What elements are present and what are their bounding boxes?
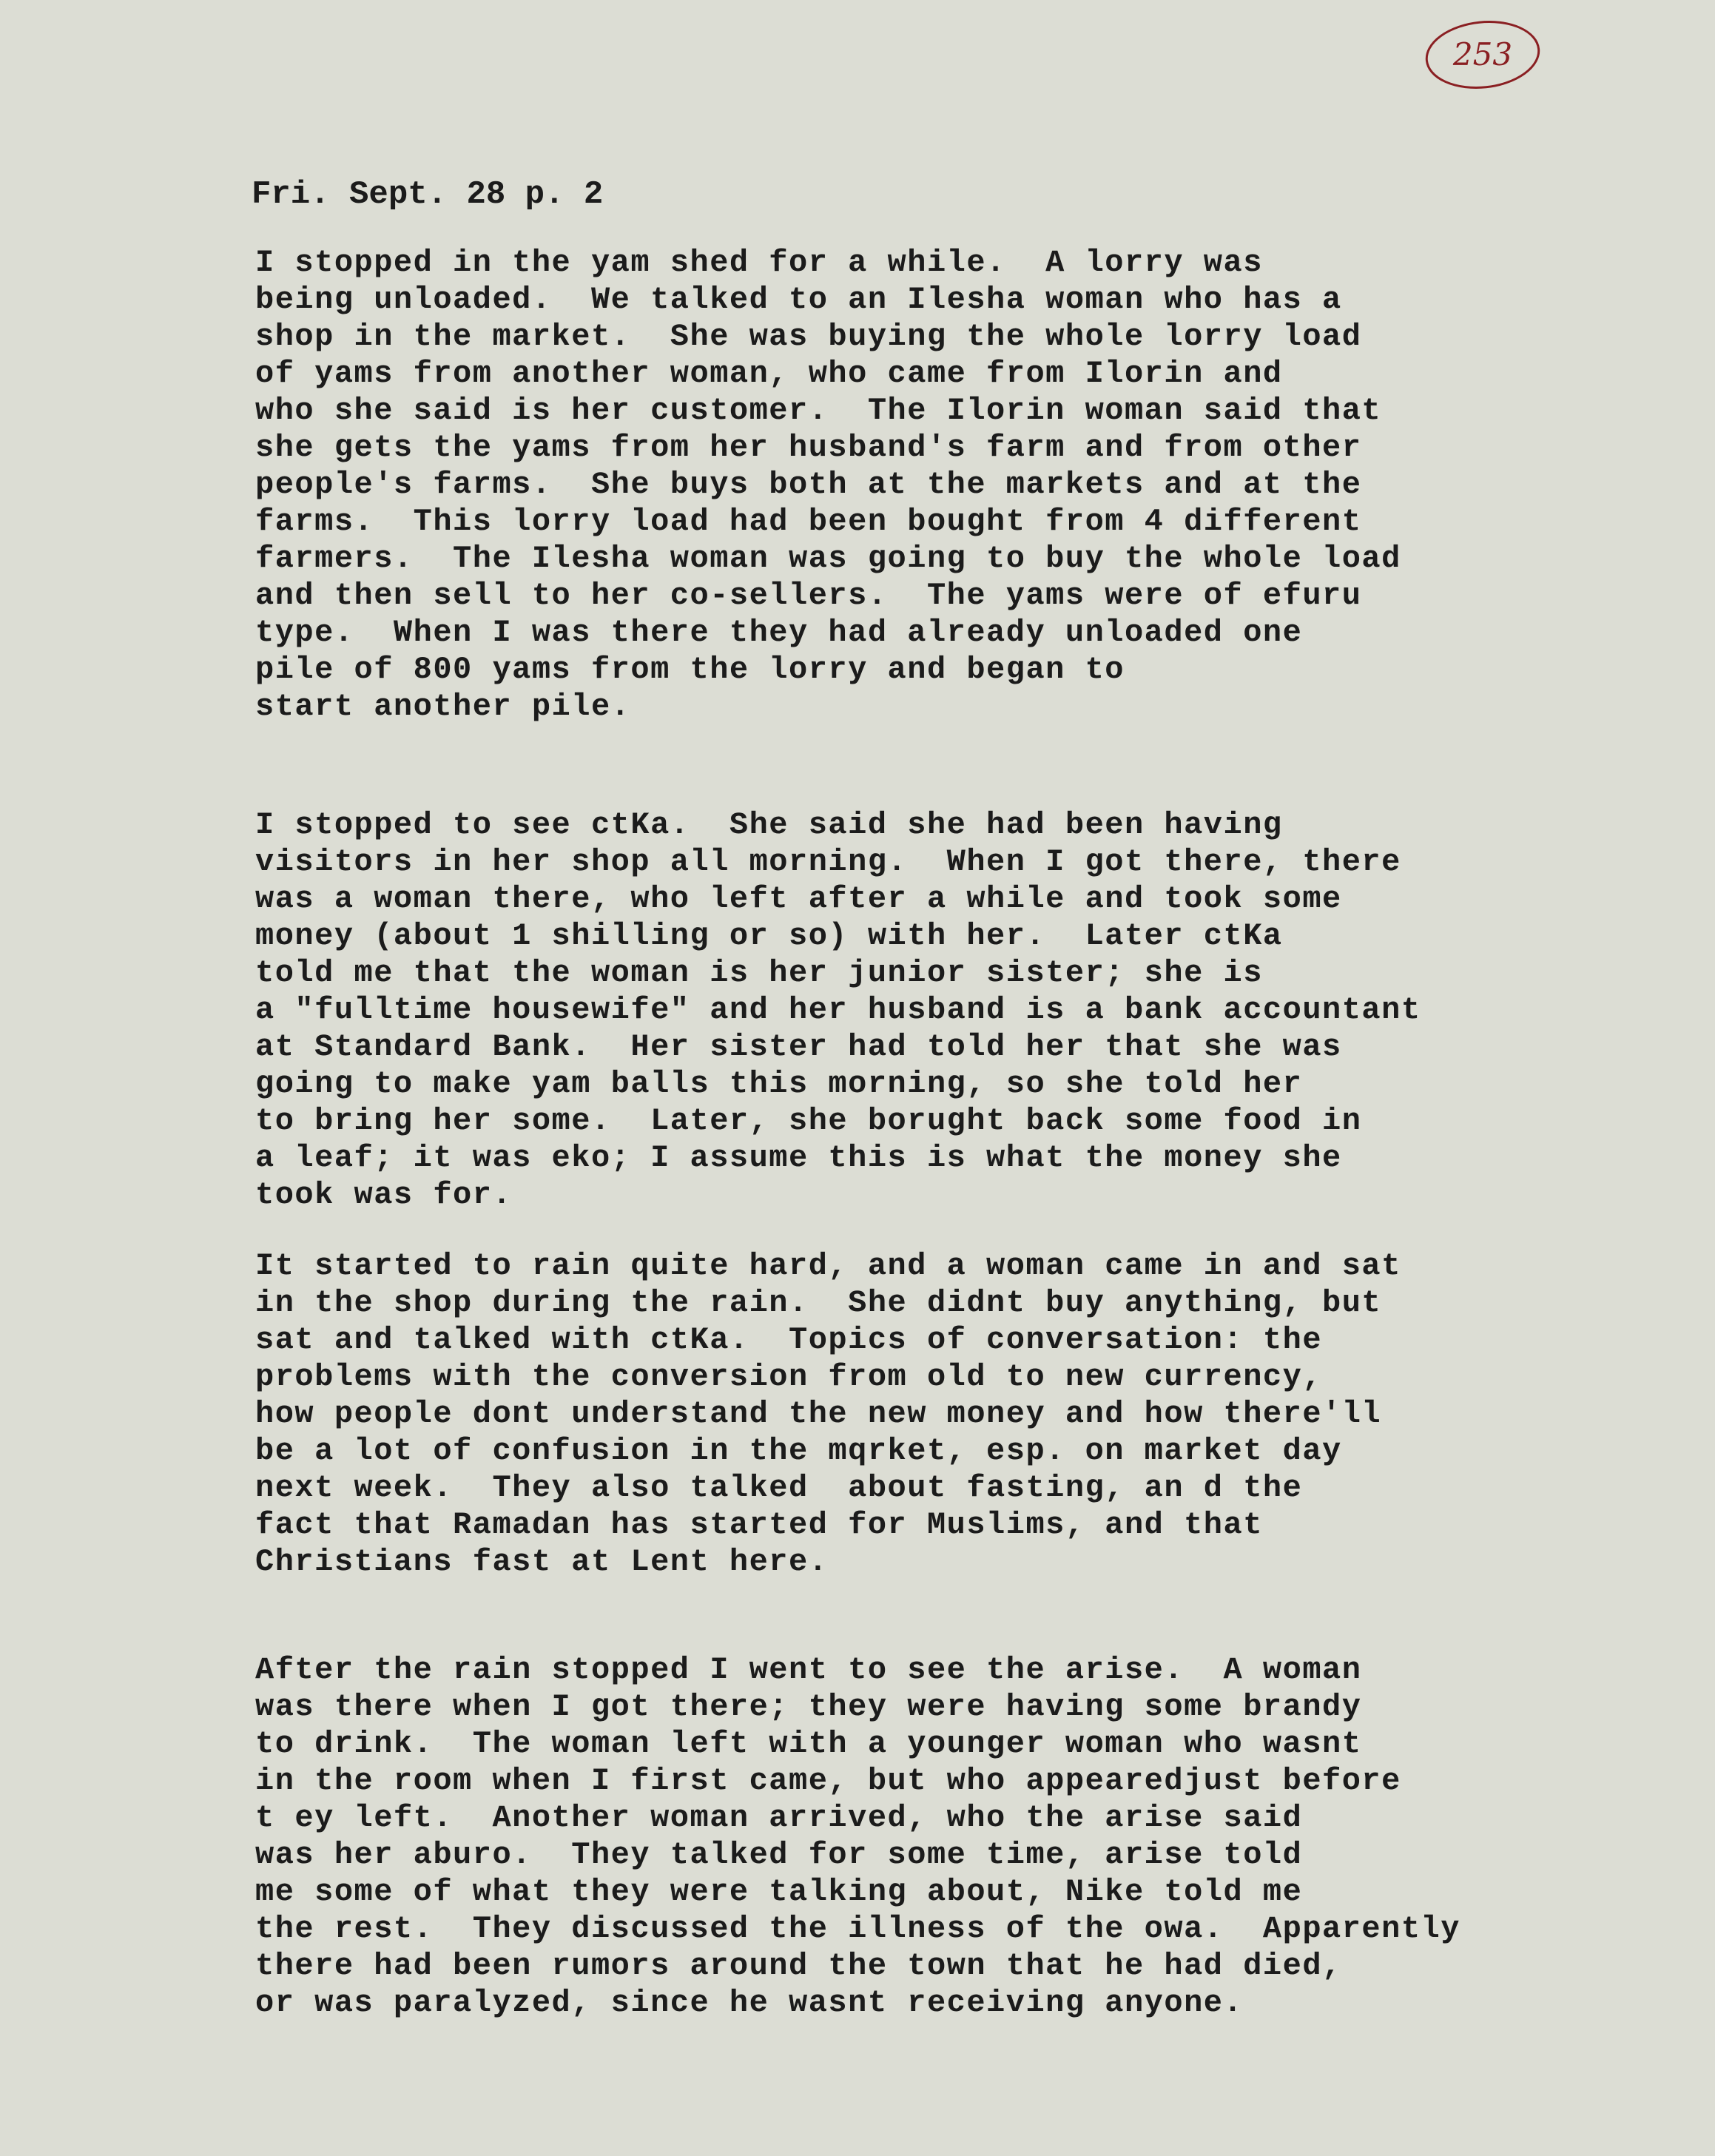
text-line: be a lot of confusion in the mqrket, esp. on market day	[255, 1433, 1342, 1469]
text-line: she gets the yams from her husband's farm and from other	[255, 430, 1362, 465]
text-line: t ey left. Another woman arrived, who the arise said	[255, 1800, 1303, 1836]
paragraph-rain	[255, 1247, 1401, 1580]
text-line: to bring her some. Later, she borught back some food in	[255, 1103, 1362, 1139]
text-line: to drink. The woman left with a younger woman who wasnt	[255, 1726, 1362, 1762]
text-line: took was for.	[255, 1177, 513, 1213]
page-number-annotation	[1421, 13, 1545, 96]
text-line: who she said is her customer. The Ilorin woman said that	[255, 393, 1382, 428]
paragraph-arise-visit	[255, 1651, 1460, 2021]
text-line: was her aburo. They talked for some time, arise told	[255, 1837, 1303, 1873]
page-header: Fri. Sept. 28 p. 2	[252, 176, 604, 213]
text-line: farmers. The Ilesha woman was going to buy the whole load	[255, 541, 1401, 576]
text-line: in the room when I first came, but who appearedjust before	[255, 1763, 1401, 1799]
text-line: or was paralyzed, since he wasnt receiving anyone.	[255, 1985, 1244, 2021]
text-line: I stopped to see ctKa. She said she had been having	[255, 807, 1283, 843]
page-number: 253	[1452, 36, 1513, 73]
text-line: Christians fast at Lent here.	[255, 1544, 829, 1580]
text-line: going to make yam balls this morning, so she told her	[255, 1066, 1303, 1102]
text-line: problems with the conversion from old to new currency,	[255, 1359, 1323, 1395]
text-line: a "fulltime housewife" and her husband is a bank accountant	[255, 992, 1421, 1028]
paragraph-ctka-visit	[255, 806, 1421, 1213]
text-line: was there when I got there; they were having some brandy	[255, 1689, 1362, 1725]
text-line: pile of 800 yams from the lorry and began to	[255, 652, 1125, 687]
text-line: and then sell to her co-sellers. The yams were of efuru	[255, 578, 1362, 613]
text-line: how people dont understand the new money and how there'll	[255, 1396, 1382, 1432]
text-line: being unloaded. We talked to an Ilesha woman who has a	[255, 282, 1342, 317]
text-line: told me that the woman is her junior sister; she is	[255, 955, 1263, 991]
text-line: me some of what they were talking about, Nike told me	[255, 1874, 1303, 1910]
text-line: It started to rain quite hard, and a woman came in and sat	[255, 1248, 1401, 1284]
text-line: there had been rumors around the town that he had died,	[255, 1948, 1342, 1984]
text-line: fact that Ramadan has started for Muslims, and that	[255, 1507, 1263, 1543]
text-line: of yams from another woman, who came from Ilorin and	[255, 356, 1283, 391]
text-line: start another pile.	[255, 689, 631, 724]
text-line: the rest. They discussed the illness of the owa. Apparently	[255, 1911, 1460, 1947]
text-line: shop in the market. She was buying the whole lorry load	[255, 319, 1362, 354]
text-line: money (about 1 shilling or so) with her. Later ctKa	[255, 918, 1283, 954]
text-line: visitors in her shop all morning. When I got there, there	[255, 844, 1401, 880]
text-line: was a woman there, who left after a while and took some	[255, 881, 1342, 917]
text-line: at Standard Bank. Her sister had told her that she was	[255, 1029, 1342, 1065]
text-line: After the rain stopped I went to see the arise. A woman	[255, 1652, 1362, 1688]
text-line: a leaf; it was eko; I assume this is what the money she	[255, 1140, 1342, 1176]
text-line: I stopped in the yam shed for a while. A lorry was	[255, 245, 1263, 280]
text-line: people's farms. She buys both at the markets and at the	[255, 467, 1362, 502]
paragraph-yam-shed	[255, 244, 1401, 725]
text-line: in the shop during the rain. She didnt buy anything, but	[255, 1285, 1382, 1321]
text-line: type. When I was there they had already unloaded one	[255, 615, 1303, 650]
text-line: sat and talked with ctKa. Topics of conversation: the	[255, 1322, 1323, 1358]
text-line: next week. They also talked about fasting, an d the	[255, 1470, 1303, 1506]
text-line: farms. This lorry load had been bought from 4 different	[255, 504, 1362, 539]
